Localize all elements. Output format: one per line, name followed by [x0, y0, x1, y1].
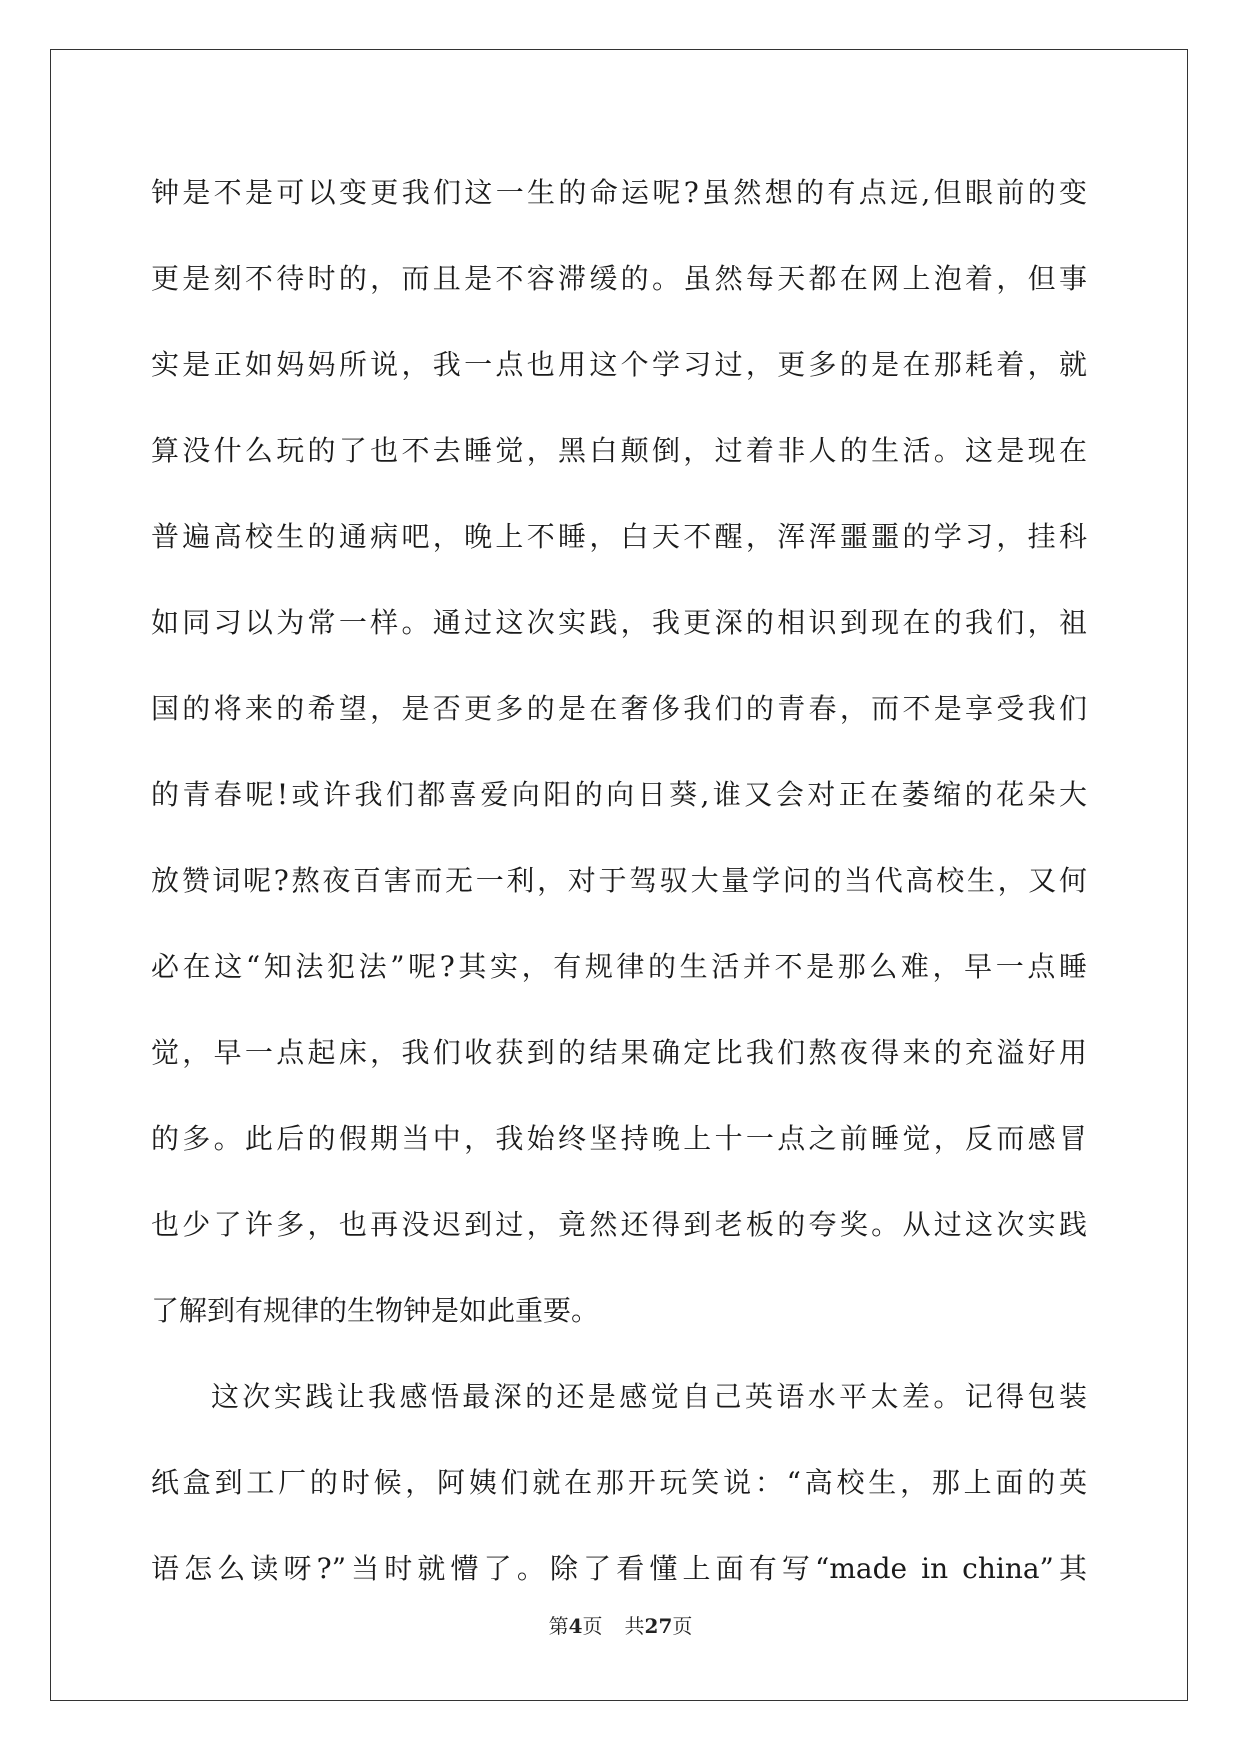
text-line: 普遍高校生的通病吧，晚上不睡，白天不醒，浑浑噩噩的学习，挂科 [151, 520, 1087, 553]
text-line: 钟是不是可以变更我们这一生的命运呢?虽然想的有点远,但眼前的变 [151, 176, 1087, 209]
text-line: 的多。此后的假期当中，我始终坚持晚上十一点之前睡觉，反而感冒 [151, 1122, 1087, 1155]
document-body [151, 150, 1087, 1612]
text-line: 语怎么读呀?”当时就懵了。除了看懂上面有写“made in china”其 [151, 1552, 1087, 1585]
page-suffix: 页 [582, 1614, 603, 1638]
text-line: 纸盒到工厂的时候，阿姨们就在那开玩笑说：“高校生，那上面的英 [151, 1466, 1087, 1499]
text-line: 的青春呢!或许我们都喜爱向阳的向日葵,谁又会对正在萎缩的花朵大 [151, 778, 1087, 811]
paragraph-start-line: 这次实践让我感悟最深的还是感觉自己英语水平太差。记得包装 [211, 1380, 1087, 1413]
text-line: 必在这“知法犯法”呢?其实，有规律的生活并不是那么难，早一点睡 [151, 950, 1087, 983]
text-line: 如同习以为常一样。通过这次实践，我更深的相识到现在的我们，祖 [151, 606, 1087, 639]
total-pages: 27 [644, 1614, 673, 1638]
text-line: 实是正如妈妈所说，我一点也用这个学习过，更多的是在那耗着，就 [151, 348, 1087, 381]
total-prefix: 共 [624, 1614, 645, 1638]
page-number: 4 [568, 1614, 583, 1638]
text-line: 放赞词呢?熬夜百害而无一利，对于驾驭大量学问的当代高校生，又何 [151, 864, 1087, 897]
page-footer [0, 1610, 1241, 1639]
text-line: 算没什么玩的了也不去睡觉，黑白颠倒，过着非人的生活。这是现在 [151, 434, 1087, 467]
text-line: 也少了许多，也再没迟到过，竟然还得到老板的夸奖。从过这次实践 [151, 1208, 1087, 1241]
text-line: 国的将来的希望，是否更多的是在奢侈我们的青春，而不是享受我们 [151, 692, 1087, 725]
paragraph-end-line: 了解到有规律的生物钟是如此重要。 [151, 1294, 600, 1327]
text-line: 觉，早一点起床，我们收获到的结果确定比我们熬夜得来的充溢好用 [151, 1036, 1087, 1069]
text-line: 更是刻不待时的，而且是不容滞缓的。虽然每天都在网上泡着，但事 [151, 262, 1087, 295]
footer-prefix: 第 [548, 1614, 569, 1638]
total-suffix: 页 [672, 1614, 693, 1638]
